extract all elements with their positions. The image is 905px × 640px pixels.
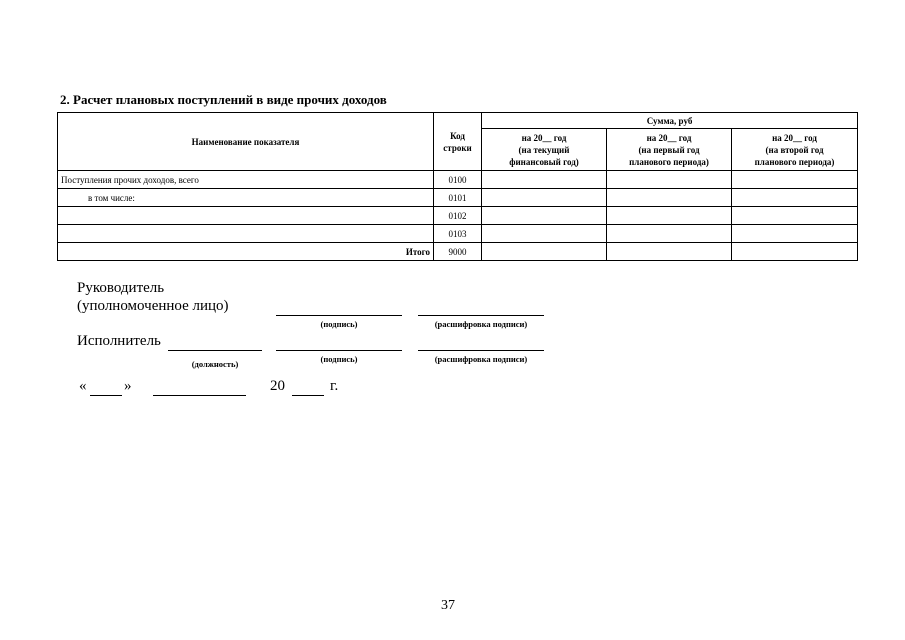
page-number: 37 <box>441 598 455 613</box>
value-cell[interactable] <box>607 225 732 243</box>
date-year-prefix: 20 <box>270 378 285 394</box>
year-col-1-line3: финансовый год) <box>509 156 579 167</box>
year-col-1-line1: на 20__ год <box>521 132 567 143</box>
row-code: 0101 <box>434 189 482 207</box>
year-col-2-line2: (на первый год <box>638 144 700 155</box>
value-cell[interactable] <box>482 207 607 225</box>
head-decoding-caption: (расшифровка подписи) <box>434 319 528 329</box>
table-row <box>58 189 858 207</box>
year-col-1-line2: (на текущий <box>518 144 570 155</box>
head-signature-line[interactable] <box>276 315 402 316</box>
value-cell[interactable] <box>482 171 607 189</box>
section-title: 2. Расчет плановых поступлений в виде прочих доходов <box>60 92 387 107</box>
executor-signature-caption: (подпись) <box>320 354 358 364</box>
header-year-first-plan <box>607 129 732 171</box>
value-cell[interactable] <box>732 171 858 189</box>
header-code-line1: Код <box>450 130 465 141</box>
value-cell[interactable] <box>732 189 858 207</box>
executor-decoding-line[interactable] <box>418 350 544 351</box>
row-name: Поступления прочих доходов, всего <box>58 171 434 189</box>
row-code: 9000 <box>434 243 482 261</box>
value-cell[interactable] <box>607 189 732 207</box>
year-col-3-line1: на 20__ год <box>772 132 817 143</box>
value-cell[interactable] <box>607 171 732 189</box>
value-cell[interactable] <box>732 207 858 225</box>
date-open-quote: « <box>79 378 87 394</box>
income-table <box>57 112 858 261</box>
head-signature-caption: (подпись) <box>320 319 358 329</box>
date-close-quote: » <box>124 378 132 394</box>
header-sum: Сумма, руб <box>482 113 858 129</box>
date-day-line[interactable] <box>90 395 122 396</box>
header-code-line2: строки <box>443 142 472 153</box>
year-col-2-line3: планового периода) <box>629 156 709 167</box>
row-name-total: Итого <box>58 243 434 261</box>
value-cell[interactable] <box>482 243 607 261</box>
value-cell[interactable] <box>607 243 732 261</box>
year-col-3-line3: планового периода) <box>754 156 835 167</box>
date-year-suffix: г. <box>330 378 339 394</box>
row-name <box>58 207 434 225</box>
row-code: 0103 <box>434 225 482 243</box>
value-cell[interactable] <box>732 243 858 261</box>
header-year-current <box>482 129 607 171</box>
executor-signature-line[interactable] <box>276 350 402 351</box>
header-code <box>434 113 482 171</box>
head-label-line1: Руководитель <box>77 280 165 296</box>
value-cell[interactable] <box>482 189 607 207</box>
table-row <box>58 207 858 225</box>
executor-decoding-caption: (расшифровка подписи) <box>434 354 528 364</box>
value-cell[interactable] <box>482 225 607 243</box>
year-col-3-line2: (на второй год <box>765 144 824 155</box>
header-name: Наименование показателя <box>58 113 434 171</box>
head-decoding-line[interactable] <box>418 315 544 316</box>
row-code: 0100 <box>434 171 482 189</box>
row-name: в том числе: <box>58 189 434 207</box>
value-cell[interactable] <box>732 225 858 243</box>
table-row <box>58 171 858 189</box>
date-month-line[interactable] <box>153 395 246 396</box>
executor-position-line[interactable] <box>168 350 262 351</box>
table-row-total <box>58 243 858 261</box>
year-col-2-line1: на 20__ год <box>646 132 692 143</box>
head-label-line2: (уполномоченное лицо) <box>77 298 229 314</box>
executor-label: Исполнитель <box>77 333 161 349</box>
value-cell[interactable] <box>607 207 732 225</box>
executor-position-caption: (должность) <box>191 359 239 369</box>
row-name <box>58 225 434 243</box>
date-year-line[interactable] <box>292 395 324 396</box>
header-year-second-plan <box>732 129 858 171</box>
table-row <box>58 225 858 243</box>
row-code: 0102 <box>434 207 482 225</box>
